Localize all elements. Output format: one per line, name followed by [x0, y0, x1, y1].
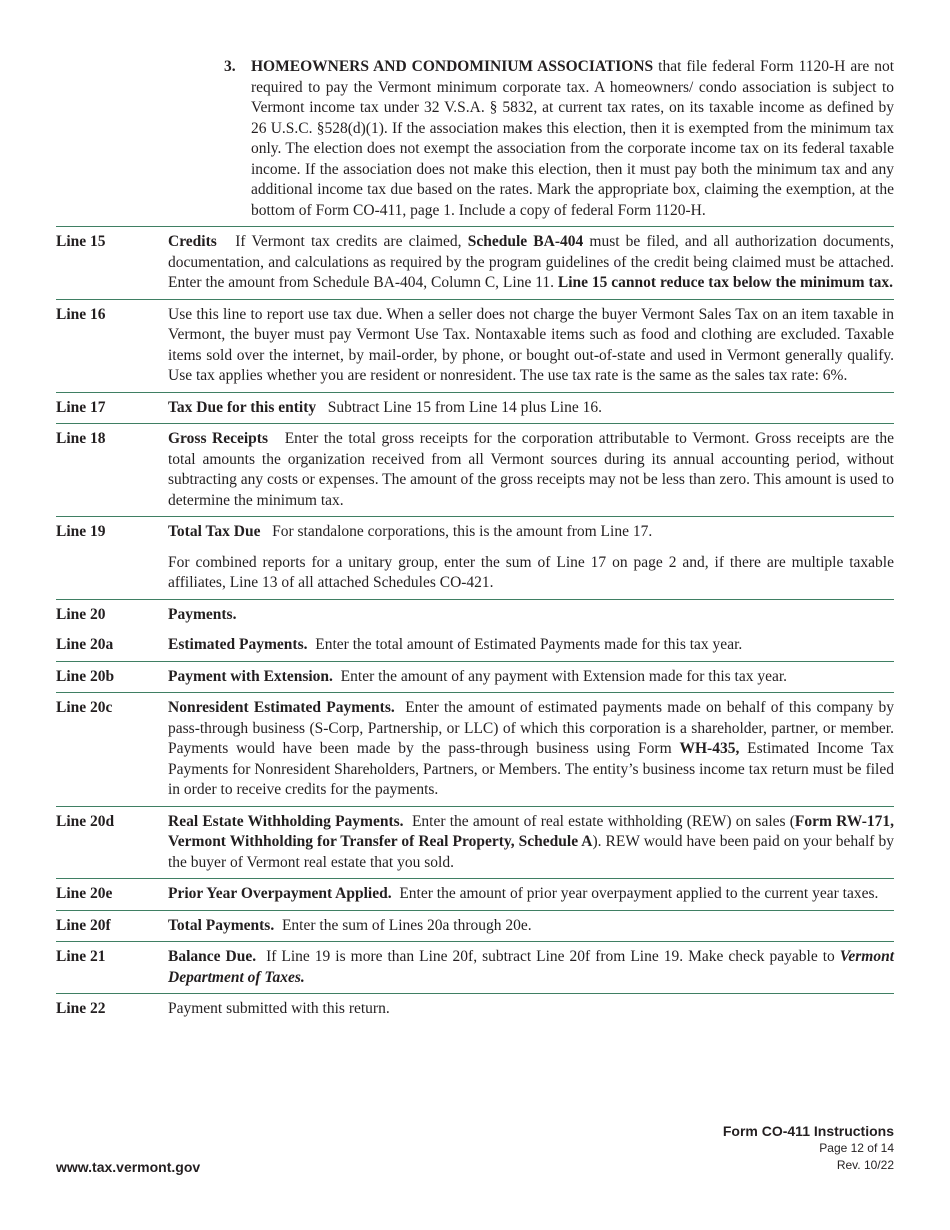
line-21-section	[56, 941, 894, 993]
line-label: Line 21	[56, 948, 106, 965]
line-20f-body: Enter the sum of Lines 20a through 20e.	[281, 916, 532, 934]
line-20b-body: Enter the amount of any payment with Extension made for this tax year.	[340, 667, 788, 685]
line-title: Real Estate Withholding Payments.	[168, 812, 404, 830]
line-label: Line 20f	[56, 916, 111, 934]
line-21-text	[168, 947, 894, 988]
line-21-body: If Line 19 is more than Line 20f, subtract Line 20f from Line 19. Make check payable to	[266, 948, 835, 965]
line-label: Line 18	[56, 430, 106, 447]
form-rw-171: Form RW-171, Vermont Withholding for Transfer of Real Property, Schedule A	[168, 812, 894, 850]
line-22-section	[56, 993, 894, 1025]
line-title: Gross Receipts	[168, 430, 268, 447]
form-wh-435: WH-435,	[679, 740, 740, 757]
line-label: Line 20	[56, 605, 106, 623]
line-20d-part2: ). REW would have been paid on your behalf by the buyer of Vermont real estate that you sold.	[168, 833, 894, 871]
line-20a-text	[168, 635, 894, 656]
line-20-text	[168, 605, 894, 626]
line-title: Total Tax Due	[168, 523, 261, 540]
line-20c-part2: Estimated Income Tax Payments for Nonresident Shareholders, Partners, or Members. The entity’s business income tax return must be filed in order to receive credits for the payments.	[168, 740, 895, 798]
line-18-section	[56, 423, 894, 516]
line-20f-text	[168, 916, 894, 937]
line-15-section	[56, 226, 894, 299]
line-15-part1: If Vermont tax credits are claimed,	[235, 233, 462, 250]
line-20c-text	[168, 698, 894, 801]
line-label: Line 16	[56, 305, 106, 323]
page-number: Page 12 of 14	[819, 1141, 894, 1155]
line-label: Line 20d	[56, 812, 115, 830]
line-label: Line 19	[56, 523, 106, 540]
line-title: Prior Year Overpayment Applied.	[168, 885, 392, 902]
line-20b-text	[168, 667, 894, 688]
line-18-text	[168, 429, 894, 511]
line-20-section	[56, 599, 894, 631]
instructions-page	[56, 0, 894, 1025]
line-15-part2: must be filed, and all authorization documents, documentation, and calculations as required by the program guidelines of the credit being claimed must be attached. Enter the amount from Schedule BA-404, Column C, Line 11.	[168, 233, 895, 291]
line-20d-part1: Enter the amount of real estate withholding (REW) on sales (	[411, 812, 795, 830]
item-3-heading: HOMEOWNERS AND CONDOMINIUM ASSOCIATIONS	[251, 58, 654, 75]
line-17-text	[168, 398, 894, 419]
line-20c-part1: Enter the amount of estimated payments made on behalf of this company by pass-through business (S-Corp, Partnership, or LLC) of which this corporation is a shareholder, partner, or member. Payments would have been made by the pass-through business using Form	[168, 699, 895, 757]
line-16-text: Use this line to report use tax due. When a seller does not charge the buyer Vermont Sales Tax on an item taxable in Vermont, the buyer must pay Vermont Use Tax. Nontaxable items such as food and clothing are excluded. Taxable items sold over the internet, by mail-order, by phone, or bought out-of-state and used in Vermont generally qualify. Use tax applies whether you are resident or nonresident. The use tax rate is the same as the sales tax rate: 6%.	[168, 305, 894, 384]
line-title: Credits	[168, 233, 217, 250]
line-label: Line 15	[56, 233, 106, 250]
line-title: Tax Due for this entity	[168, 398, 317, 416]
line-19-combined-note: For combined reports for a unitary group, enter the sum of Line 17 on page 2 and, if there are multiple taxable affiliates, Line 13 of all attached Schedules CO-421.	[168, 553, 894, 591]
line-19-body: For standalone corporations, this is the amount from Line 17.	[272, 523, 653, 540]
line-title: Payments.	[168, 605, 237, 623]
line-19-section	[56, 516, 894, 599]
line-title: Payment with Extension.	[168, 667, 333, 685]
footer-form-info	[723, 1122, 894, 1174]
line-15-text	[168, 232, 894, 294]
line-title: Nonresident Estimated Payments.	[168, 699, 395, 716]
line-label: Line 20b	[56, 667, 115, 685]
revision-date: Rev. 10/22	[836, 1158, 894, 1172]
line-label: Line 17	[56, 398, 106, 416]
schedule-ba404: Schedule BA-404	[467, 233, 584, 250]
item-3-homeowners	[224, 57, 894, 221]
line-20a-section	[56, 630, 894, 661]
line-20d-section	[56, 806, 894, 879]
line-20c-section	[56, 692, 894, 806]
line-20e-body: Enter the amount of prior year overpayment applied to the current year taxes.	[399, 885, 879, 902]
payee-name: Vermont Department of Taxes.	[168, 948, 895, 986]
line-22-text: Payment submitted with this return.	[168, 1000, 390, 1017]
line-title: Balance Due.	[168, 948, 257, 965]
line-20a-body: Enter the total amount of Estimated Payments made for this tax year.	[315, 636, 743, 653]
line-label: Line 20a	[56, 636, 114, 653]
line-title: Estimated Payments.	[168, 636, 308, 653]
line-title: Total Payments.	[168, 916, 275, 934]
item-3-text	[251, 57, 894, 221]
line-15-note: Line 15 cannot reduce tax below the minimum tax.	[557, 274, 893, 291]
form-title: Form CO-411 Instructions	[722, 1123, 894, 1139]
line-label: Line 20e	[56, 885, 113, 902]
line-20e-section	[56, 878, 894, 910]
line-16-section	[56, 299, 894, 392]
line-20d-text	[168, 812, 894, 874]
item-number: 3.	[224, 58, 236, 75]
website-url: www.tax.vermont.gov	[56, 1159, 201, 1175]
line-17-section	[56, 392, 894, 424]
line-20f-section	[56, 910, 894, 942]
line-20b-section	[56, 661, 894, 693]
line-18-body: Enter the total gross receipts for the corporation attributable to Vermont. Gross receipts are the total amounts the organization received from all Vermont sources during its annual accounting period, without subtracting any costs or expenses. The amount of the gross receipts may not be less than zero. This amount is used to determine the minimum tax.	[168, 430, 894, 509]
line-19-text	[168, 522, 894, 594]
line-label: Line 20c	[56, 699, 113, 716]
item-3-body: that file federal Form 1120-H are not required to pay the Vermont minimum corporate tax. A homeowners/ condo association is subject to Vermont income tax under 32 V.S.A. § 5832, at current tax rates, on its taxable income as defined by 26 U.S.C. §528(d)(1). If the association makes this election, then it is exempted from the minimum tax only. The election does not exempt the association from the corporate income tax on its federal taxable income. If the association does not make this election, then it must pay both the minimum tax and any additional income tax due based on the rates. Mark the appropriate box, claiming the exemption, at the bottom of Form CO-411, page 1. Include a copy of federal Form 1120-H.	[251, 58, 895, 219]
line-20e-text	[168, 884, 894, 905]
line-label: Line 22	[56, 1000, 106, 1017]
line-17-body: Subtract Line 15 from Line 14 plus Line 16.	[327, 398, 602, 416]
